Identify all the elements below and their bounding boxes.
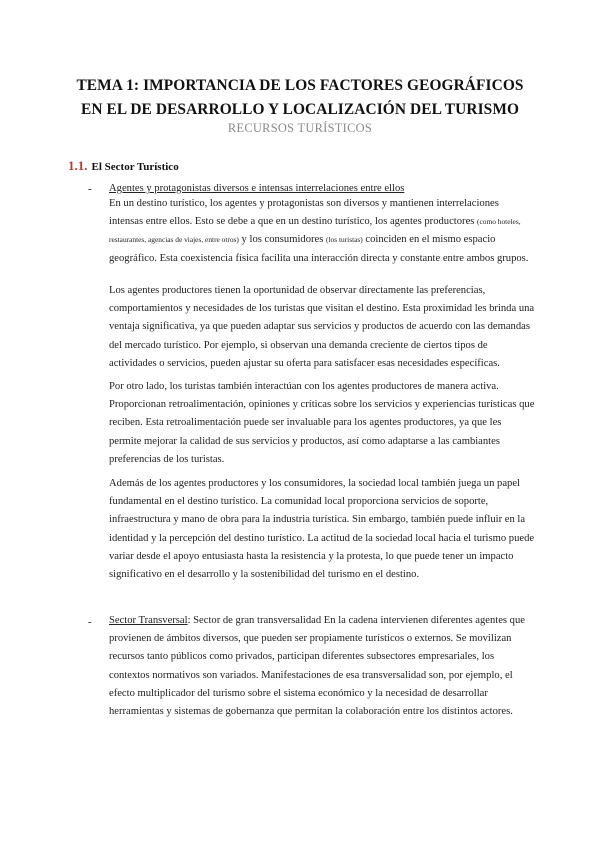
- bullet-marker-2: -: [88, 616, 92, 628]
- document-title: [40, 74, 560, 122]
- paragraph-small-text: (los turistas): [326, 235, 363, 245]
- paragraph-line: permite mejorar la calidad de sus servicios y productos, así como adaptarse a las cambiantes: [109, 435, 500, 447]
- paragraph-line: [109, 612, 525, 630]
- paragraph-line: fundamental en el destino turístico. La comunidad local proporciona servicios de soporte,: [109, 496, 489, 508]
- paragraph-line: infraestructura y mano de obra para la industria turística. Sin embargo, también puede influir en la: [109, 514, 526, 526]
- paragraph-line: En un destino turístico, los agentes y protagonistas son diversos y mantienen interrelaciones: [109, 198, 499, 209]
- item-1-heading: Agentes y protagonistas diversos e intensas interrelaciones entre ellos: [109, 183, 405, 194]
- paragraph-line: ventaja significativa, ya que pueden adaptar sus servicios y productos de acuerdo con las demandas: [109, 321, 530, 333]
- item-1-paragraph-1: [109, 195, 529, 268]
- paragraph-line: significativo en el desarrollo y la sostenibilidad del turismo en el destino.: [109, 569, 420, 581]
- item-2-paragraph: [109, 612, 525, 721]
- paragraph-line: [109, 213, 521, 231]
- paragraph-text: y los consumidores: [238, 234, 327, 246]
- item-2-heading: Sector Transversal: [109, 615, 188, 626]
- paragraph-text: intensas entre ellos. Esto se debe a que en un destino turístico, los agentes productores: [109, 216, 478, 228]
- item-1-paragraph-2: [109, 282, 535, 373]
- paragraph-line: variar desde el apoyo entusiasta hasta la resistencia y la protesta, lo que puede tener un impacto: [109, 550, 514, 562]
- paragraph-small-text: (como hoteles,: [477, 217, 521, 227]
- paragraph-text: : Sector de gran transversalidad En la cadena intervienen diferentes agentes que: [187, 615, 525, 626]
- document-subtitle: RECURSOS TURÍSTICOS: [227, 121, 373, 135]
- paragraph-line: recursos tanto públicos como privados, participan diferentes subsectores empresariales, los: [109, 651, 495, 663]
- section-number: 1.1.: [68, 158, 88, 173]
- paragraph-line: [109, 231, 514, 249]
- paragraph-line: herramientas y sistemas de gobernanza que permitan la colaboración entre los distintos actores.: [109, 706, 513, 718]
- paragraph-line: Por otro lado, los turistas también interactúan con los agentes productores de manera activa.: [109, 381, 499, 392]
- paragraph-line: Proporcionan retroalimentación, opiniones y críticas sobre los servicios y experiencias turísticas que: [109, 399, 535, 411]
- paragraph-line: Los agentes productores tienen la oportunidad de observar directamente las preferencias,: [109, 285, 486, 296]
- paragraph-line: geográfico. Esta coexistencia física facilita una interacción directa y constante entre ambos grupos.: [109, 252, 529, 264]
- paragraph-line: Además de los agentes productores y los consumidores, la sociedad local también juega un papel: [109, 478, 520, 489]
- section-heading: [68, 158, 179, 174]
- paragraph-small-text: restaurantes, agencias de viajes, entre otros): [109, 235, 239, 245]
- bullet-marker-1: -: [88, 183, 92, 195]
- paragraph-line: efecto multiplicador del turismo sobre el sistema económico y la necesidad de desarrollar: [109, 687, 488, 699]
- paragraph-line: actividades o servicios, pueden ajustar su oferta para satisfacer esas necesidades específicas.: [109, 357, 500, 369]
- title-line-1: TEMA 1: IMPORTANCIA DE LOS FACTORES GEOGRÁFICOS: [76, 77, 524, 94]
- item-1-paragraph-4: [109, 475, 535, 584]
- paragraph-line: contextos normativos son variados. Manifestaciones de esa transversalidad son, por ejemplo, el: [109, 669, 513, 681]
- section-title: El Sector Turístico: [91, 161, 179, 173]
- paragraph-text: coinciden en el mismo espacio: [362, 234, 496, 246]
- item-1-paragraph-3: [109, 378, 535, 469]
- paragraph-line: comportamientos y necesidades de los turistas que visitan el destino. Esta proximidad les brinda una: [109, 303, 535, 315]
- paragraph-line: reciben. Esta retroalimentación puede ser invaluable para los agentes productores, ya que les: [109, 417, 502, 429]
- title-line-2: EN EL DE DESARROLLO Y LOCALIZACIÓN DEL TURISMO: [80, 101, 520, 118]
- paragraph-line: del mercado turístico. Por ejemplo, si observan una demanda creciente de ciertos tipos de: [109, 339, 488, 351]
- paragraph-line: provienen de ámbitos diversos, que pueden ser propiamente turísticos o externos. Se movilizan: [109, 633, 512, 645]
- paragraph-line: identidad y la percepción del destino turístico. La actitud de la sociedad local hacia el turismo puede: [109, 532, 535, 544]
- paragraph-line: preferencias de los turistas.: [109, 453, 225, 465]
